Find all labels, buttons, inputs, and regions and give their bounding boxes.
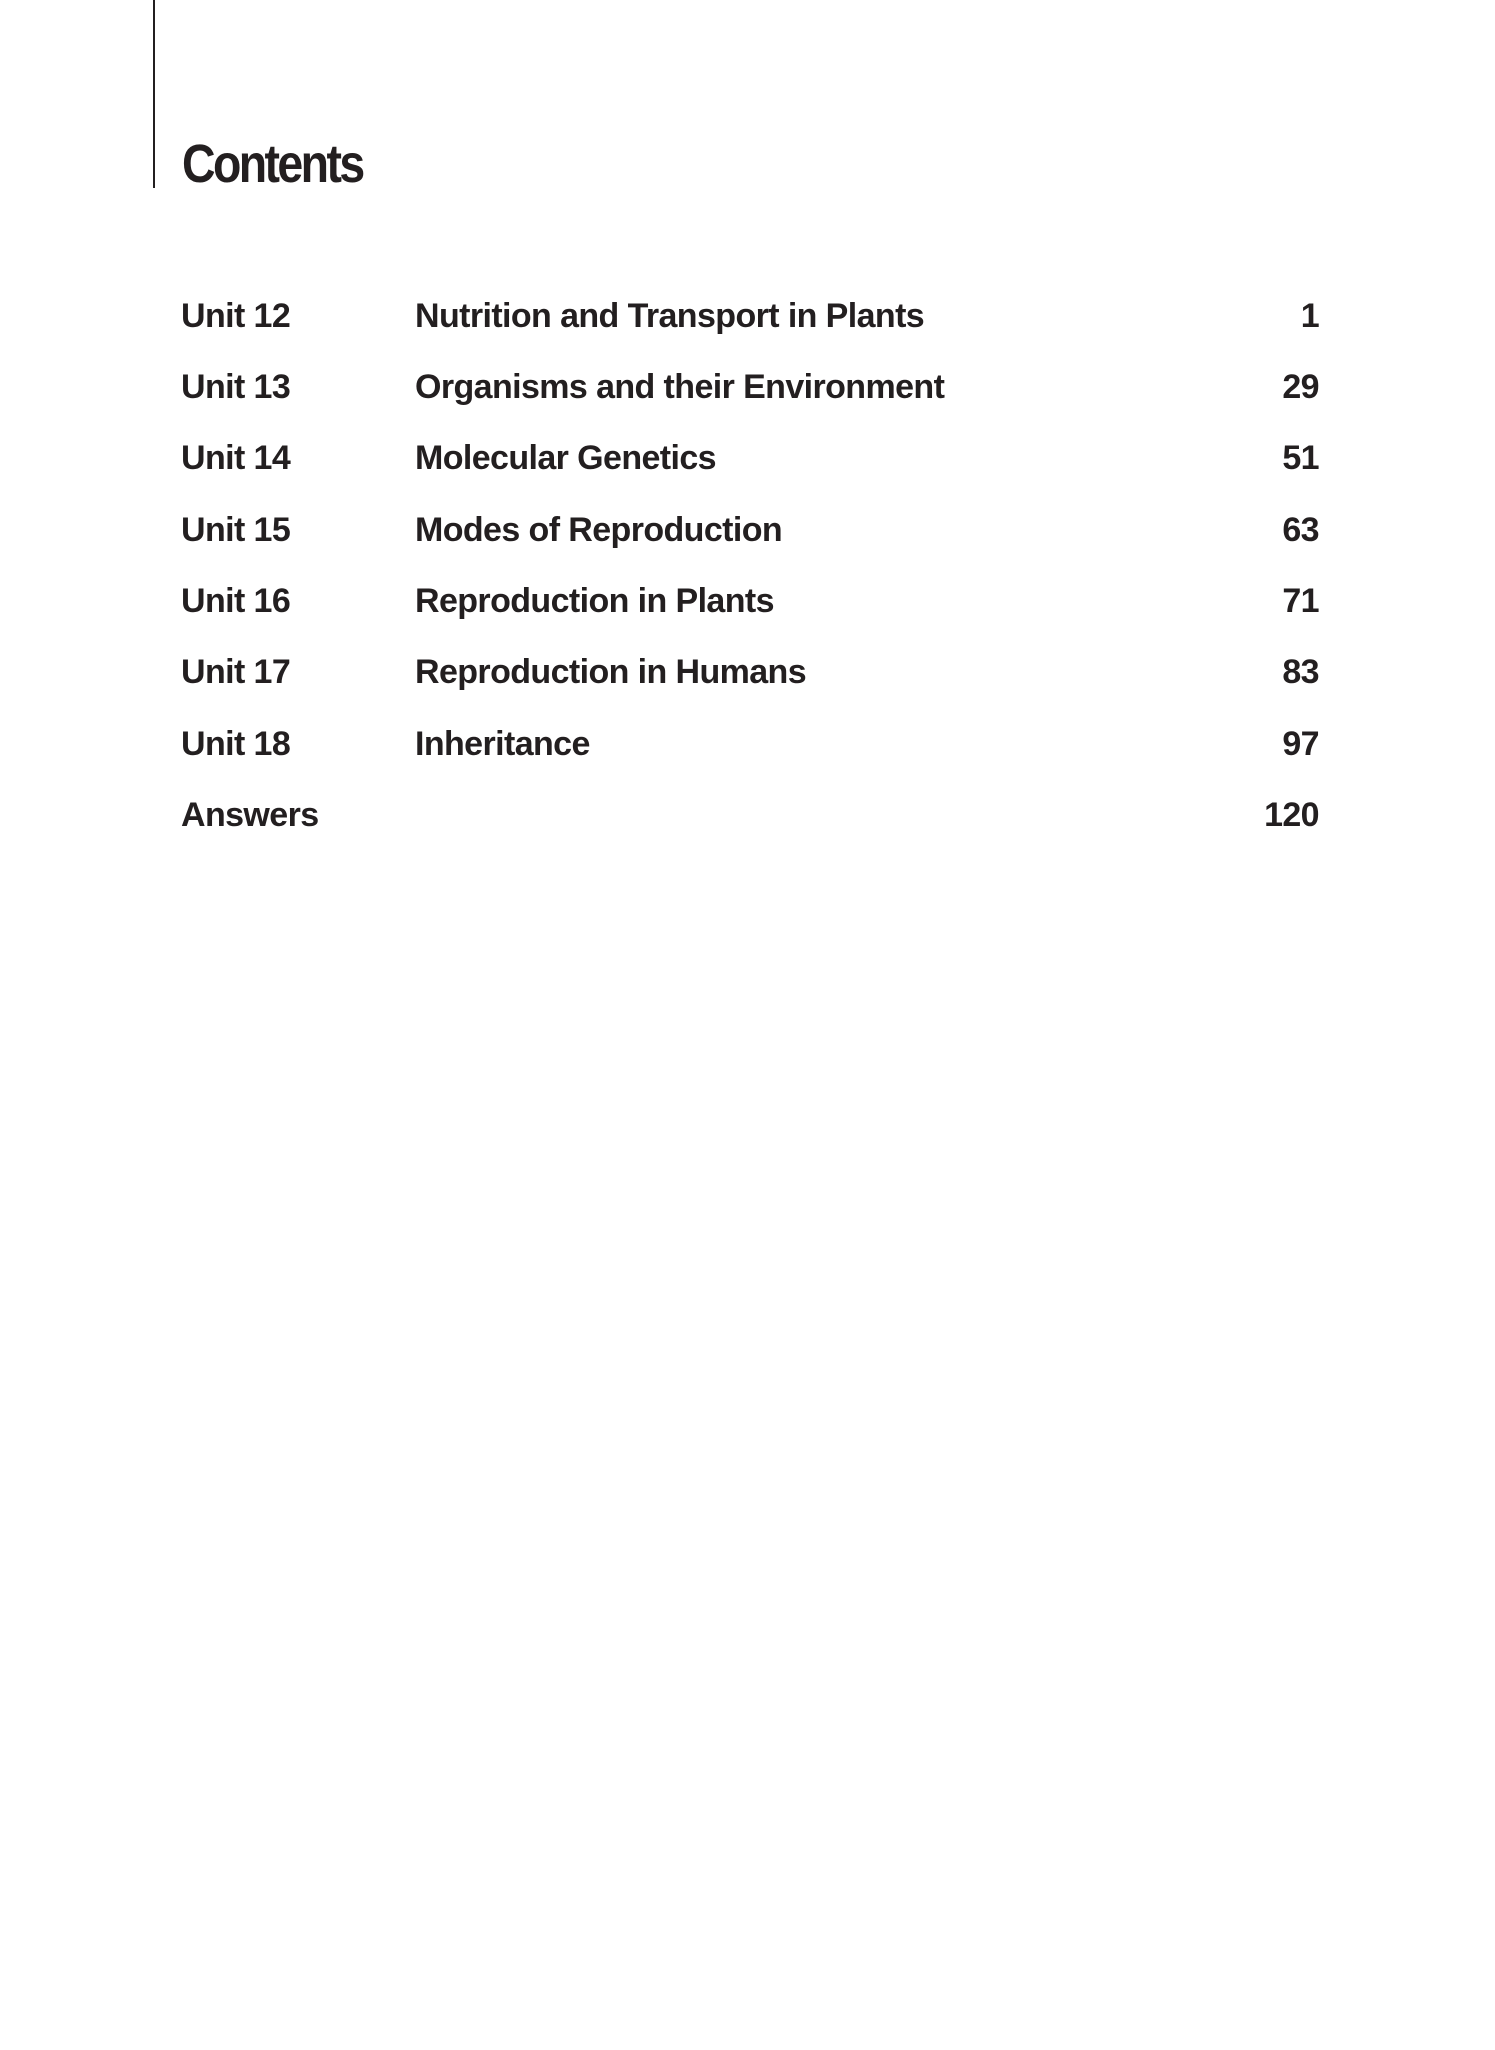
toc-unit: Unit 14 — [181, 439, 291, 477]
toc-row[interactable] — [181, 362, 1319, 412]
toc-page-number: 97 — [1282, 725, 1319, 763]
toc-page-number: 51 — [1282, 439, 1319, 477]
toc-page-number: 83 — [1282, 653, 1319, 691]
toc-unit: Unit 15 — [181, 511, 291, 549]
toc-title: Reproduction in Plants — [415, 582, 774, 620]
toc-page-number: 1 — [1300, 297, 1319, 335]
toc-title: Organisms and their Environment — [415, 368, 945, 406]
toc-page-number: 63 — [1282, 511, 1319, 549]
margin-rule — [153, 0, 155, 188]
toc-unit: Unit 13 — [181, 368, 291, 406]
toc-unit: Unit 18 — [181, 725, 291, 763]
toc-title: Inheritance — [415, 725, 590, 763]
toc-page-number: 29 — [1282, 368, 1319, 406]
toc-row[interactable] — [181, 647, 1319, 697]
toc-row[interactable] — [181, 505, 1319, 555]
toc-unit: Answers — [181, 796, 319, 834]
toc-title: Molecular Genetics — [415, 439, 716, 477]
toc-title: Modes of Reproduction — [415, 511, 783, 549]
toc-unit: Unit 12 — [181, 297, 291, 335]
toc-page-number: 71 — [1282, 582, 1319, 620]
toc-row-answers[interactable] — [181, 790, 1319, 840]
toc-title: Reproduction in Humans — [415, 653, 807, 691]
page-title: Contents — [182, 134, 363, 194]
toc-row[interactable] — [181, 291, 1319, 341]
toc-title: Nutrition and Transport in Plants — [415, 297, 925, 335]
toc-page-number: 120 — [1264, 796, 1319, 834]
toc-row[interactable] — [181, 719, 1319, 769]
toc-row[interactable] — [181, 433, 1319, 483]
toc-unit: Unit 17 — [181, 653, 291, 691]
toc-row[interactable] — [181, 576, 1319, 626]
toc-unit: Unit 16 — [181, 582, 291, 620]
